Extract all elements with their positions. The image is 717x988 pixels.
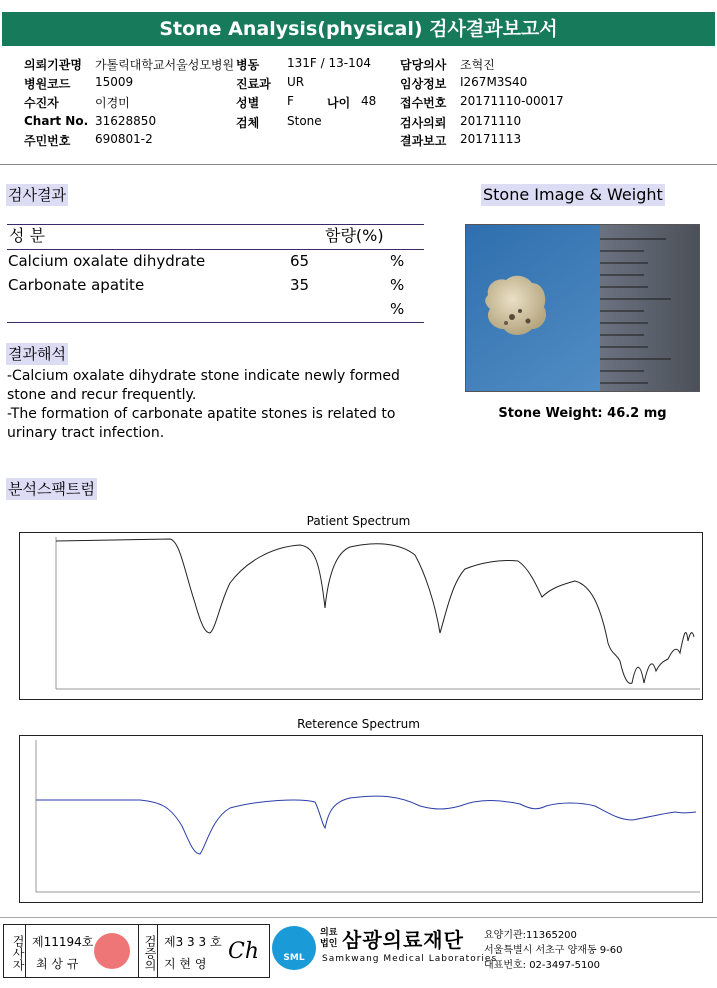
sml-logo-text: SML: [283, 953, 305, 963]
doctor-value: 조혁진: [460, 58, 495, 72]
stone-weight: Stone Weight: 46.2 mg: [498, 406, 667, 421]
resident-label: 주민번호: [24, 134, 71, 148]
col-component-header: 성 분: [9, 226, 45, 245]
org-prefix: 의료법인: [320, 928, 338, 949]
sex-label: 성별: [236, 96, 260, 110]
specimen-value: Stone: [287, 114, 322, 128]
verifier-label: 검증의: [138, 925, 158, 977]
org-phone: 대표번호: 02-3497-5100: [484, 960, 601, 971]
verifier-license: 제3 3 3 호: [164, 935, 222, 949]
stone-photo: [465, 224, 700, 392]
examiner-name: 최 상 규: [36, 957, 79, 971]
reference-spectrum-chart: [19, 735, 703, 903]
sex-value: F: [287, 94, 294, 108]
component-name: Carbonate apatite: [8, 276, 145, 294]
org-name: 삼광의료재단: [342, 928, 464, 952]
request-label: 검사의뢰: [400, 116, 447, 130]
component-value: 35: [290, 276, 310, 294]
examiner-seal: [94, 933, 130, 969]
info-divider: [0, 164, 717, 165]
footer-divider: [0, 917, 717, 918]
age-label: 나이: [327, 96, 351, 110]
clinical-label: 임상정보: [400, 77, 447, 91]
image-heading: Stone Image & Weight: [483, 185, 663, 204]
resident-value: 690801-2: [95, 132, 153, 146]
col-content-header: 함량(%): [325, 226, 384, 245]
agency-number: 요양기관:11365200: [484, 930, 577, 941]
sml-logo-icon: [272, 926, 316, 970]
report-title: Stone Analysis(physical) 검사결과보고서: [2, 12, 715, 46]
component-unit: %: [390, 300, 405, 318]
signature-box: [3, 924, 270, 978]
request-value: 20171110: [460, 114, 522, 128]
spectrum-heading: 분석스팩트럼: [8, 480, 95, 498]
interpretation-line-2: -The formation of carbonate apatite stones is related to urinary tract infection.: [7, 406, 396, 441]
dept-value: UR: [287, 75, 305, 89]
component-name: Calcium oxalate dihydrate: [8, 252, 206, 270]
chart-label: Chart No.: [24, 114, 89, 128]
reference-spectrum-title: Reterence Spectrum: [297, 717, 420, 731]
report-date-value: 20171113: [460, 132, 522, 146]
doctor-label: 담당의사: [400, 58, 447, 72]
org-english: Samkwang Medical Laboratories: [322, 954, 498, 964]
code-value: 15009: [95, 75, 134, 89]
report-date-label: 결과보고: [400, 134, 447, 148]
interpretation-heading: 결과해석: [8, 345, 66, 363]
code-label: 병원코드: [24, 77, 71, 91]
age-value: 48: [361, 94, 377, 108]
specimen-label: 검체: [236, 116, 260, 130]
reception-value: 20171110-00017: [460, 94, 564, 108]
hospital-value: 가톨릭대학교서울성모병원: [95, 58, 235, 72]
hospital-label: 의뢰기관명: [24, 58, 82, 72]
chart-value: 31628850: [95, 114, 157, 128]
dept-label: 진료과: [236, 77, 271, 91]
component-unit: %: [390, 276, 405, 294]
ward-value: 131F / 13-104: [287, 56, 371, 70]
examiner-label: 검사자: [4, 925, 26, 977]
stone-photo-svg: [466, 225, 699, 391]
patient-info: [0, 52, 717, 166]
interpretation-line-1: -Calcium oxalate dihydrate stone indicate newly formed stone and recur frequently.: [7, 368, 400, 403]
verifier-name: 지 현 영: [164, 957, 207, 971]
table-bottom-line: [7, 322, 424, 323]
clinical-value: I267M3S40: [460, 75, 528, 89]
patient-label: 수진자: [24, 96, 59, 110]
examiner-license: 제11194호: [32, 935, 94, 949]
patient-spectrum-title: Patient Spectrum: [306, 514, 411, 528]
patient-value: 이경미: [95, 96, 130, 110]
patient-spectrum-svg: [20, 533, 702, 699]
component-unit: %: [390, 252, 405, 270]
table-top-line: [7, 224, 424, 225]
ward-label: 병동: [236, 58, 260, 72]
component-value: 65: [290, 252, 310, 270]
org-address: 서울특별시 서초구 양재동 9-60: [484, 945, 623, 956]
verifier-signature: Ch: [228, 939, 260, 964]
reference-spectrum-svg: [20, 736, 702, 902]
table-header-line: [7, 249, 424, 250]
results-heading: 검사결과: [8, 186, 66, 204]
patient-spectrum-chart: [19, 532, 703, 700]
reception-label: 접수번호: [400, 96, 447, 110]
